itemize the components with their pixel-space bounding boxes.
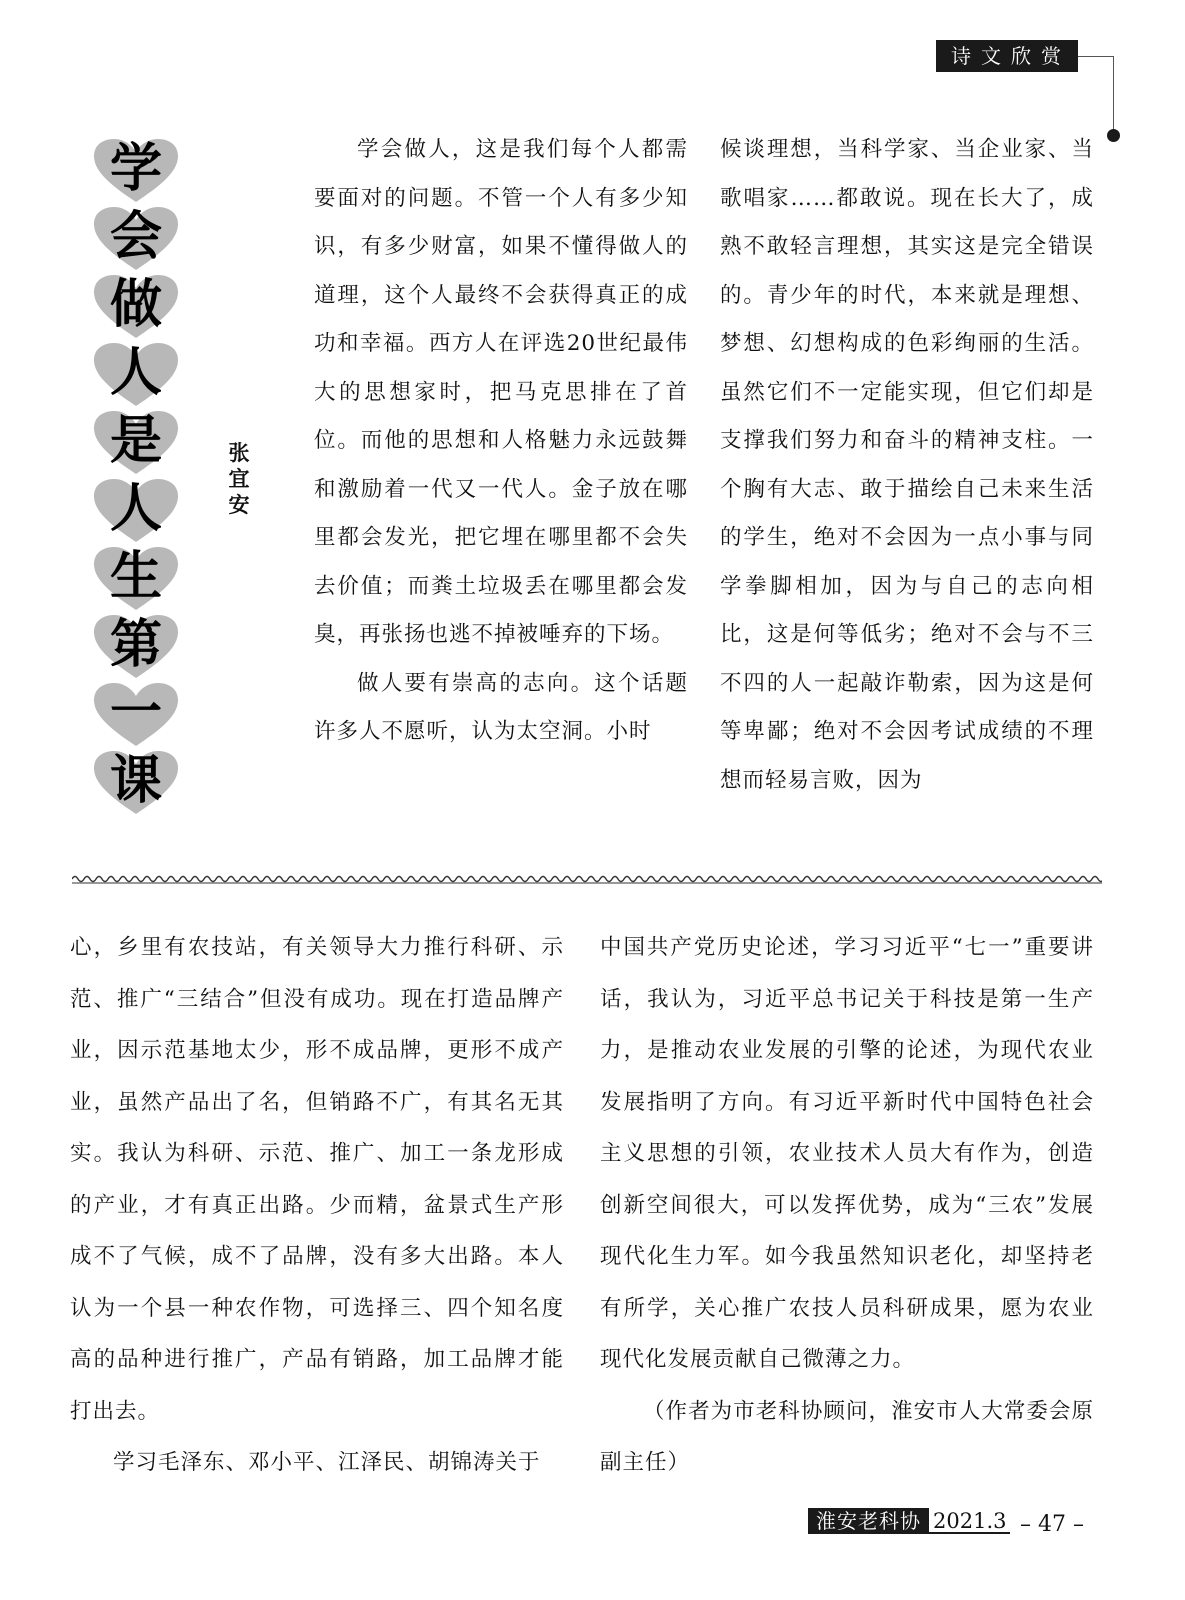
author-name: 张宜安 (228, 441, 250, 517)
title-char-text: 课 (109, 751, 162, 811)
title-char-text: 学 (109, 139, 162, 199)
top-article-column-left (314, 126, 688, 757)
bottom-paragraph-1: 心，乡里有农技站，有关领导大力推行科研、示范、推广“三结合”但没有成功。现在打造品牌产业，因示范基地太少，形不成品牌，更形不成产业，虽然产品出了名，但销路不广，有其名无其实。我认为科研、示范、推广、加工一条龙形成的产业，才有真正出路。少而精，盆景式生产形成不了气候，成不了品牌，没有多大出路。本人认为一个县一种农作物，可选择三、四个知名度高的品种进行推广，产品有销路，加工品牌才能打出去。 (70, 935, 564, 1424)
top-paragraph-continued: 候谈理想，当科学家、当企业家、当歌唱家……都敢说。现在长大了，成熟不敢轻言理想，其实这是完全错误的。青少年的时代，本来就是理想、梦想、幻想构成的色彩绚丽的生活。虽然它们不一定能实现，但它们却是支撑我们努力和奋斗的精神支柱。一个胸有大志、敢于描绘自己未来生活的学生，绝对不会因为一点小事与同学拳脚相加，因为与自己的志向相比，这是何等低劣；绝对不会与不三不四的人一起敲诈勒索，因为这是何等卑鄙；绝对不会因考试成绩的不理想而轻易言败，因为 (720, 137, 1094, 793)
title-char-text: 生 (109, 547, 162, 607)
bottom-article-column-left (70, 922, 564, 1489)
title-char (92, 342, 180, 410)
title-char (92, 274, 180, 342)
title-char-text: 第 (109, 615, 162, 675)
author-note: （作者为市老科协顾问，淮安市人大常委会原副主任） (600, 1398, 1094, 1475)
footer-magazine-name: 淮安老科协 (808, 1508, 929, 1534)
top-paragraph-1: 学会做人，这是我们每个人都需要面对的问题。不管一个人有多少知识，有多少财富，如果不懂得做人的道理，这个人最终不会获得真正的成功和幸福。西方人在评选20世纪最伟大的思想家时，把马克思排在了首位。而他的思想和人格魅力永远鼓舞和激励着一代又一代人。金子放在哪里都会发光，把它埋在哪里都不会失去价值；而粪土垃圾丢在哪里都会发臭，再张扬也逃不掉被唾弃的下场。 (314, 137, 688, 647)
bottom-paragraph-continued: 中国共产党历史论述，学习习近平“七一”重要讲话，我认为，习近平总书记关于科技是第一生产力，是推动农业发展的引擎的论述，为现代农业发展指明了方向。有习近平新时代中国特色社会主义思想的引领，农业技术人员大有作为，创造创新空间很大，可以发挥优势，成为“三农”发展现代化生力军。如今我虽然知识老化，却坚持老有所学，关心推广农技人员科研成果，愿为农业现代化发展贡献自己微薄之力。 (600, 935, 1094, 1372)
title-char (92, 478, 180, 546)
title-char-text: 一 (109, 683, 162, 743)
top-paragraph-2: 做人要有崇高的志向。这个话题许多人不愿听，认为太空洞。小时 (314, 670, 688, 744)
wavy-divider (72, 872, 1102, 886)
title-char-text: 人 (109, 479, 162, 539)
tag-connector-line (1078, 56, 1114, 57)
section-tag: 诗文欣赏 (936, 40, 1078, 72)
article-title (92, 138, 180, 818)
title-char-text: 做 (109, 275, 162, 335)
top-article-column-right (720, 126, 1094, 805)
tag-connector-line-vertical (1113, 56, 1114, 136)
title-char (92, 682, 180, 750)
bottom-paragraph-2: 学习毛泽东、邓小平、江泽民、胡锦涛关于 (113, 1450, 541, 1475)
title-char-text: 是 (109, 411, 162, 471)
title-char (92, 206, 180, 274)
title-char-text: 会 (109, 207, 162, 267)
footer-masthead (808, 1508, 1010, 1534)
title-char (92, 546, 180, 614)
footer-issue-number: 2021.3 (929, 1508, 1010, 1534)
bottom-article-column-right (600, 922, 1094, 1489)
title-char-text: 人 (109, 343, 162, 403)
tag-dot (1107, 129, 1120, 142)
title-char (92, 410, 180, 478)
title-char (92, 750, 180, 818)
title-char (92, 138, 180, 206)
page-number: – 47 – (1020, 1512, 1084, 1537)
title-char (92, 614, 180, 682)
